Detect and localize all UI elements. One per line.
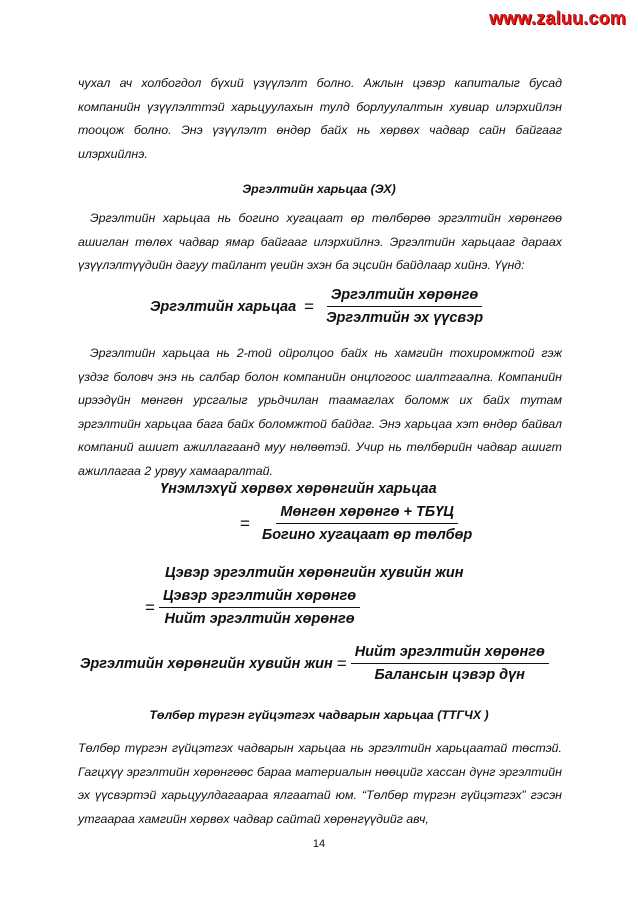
- watermark: www.zaluu.com: [489, 8, 626, 28]
- fraction-numerator: Мөнгөн хөрөнгө + ТБҮЦ: [276, 504, 457, 524]
- fraction-numerator: Цэвэр эргэлтийн хөрөнгө: [159, 588, 360, 608]
- formula-absolute-liquidity: [232, 504, 476, 543]
- fraction-denominator: Богино хугацаат өр төлбөр: [261, 527, 473, 543]
- fraction: [258, 504, 476, 543]
- fraction: [322, 287, 487, 326]
- formula-current-ratio: [150, 287, 487, 326]
- paragraph-current-ratio: Эргэлтийн харьцаа нь богино хугацаат өр төлбөрөө эргэлтийн хөрөнгөө ашиглан төлөх чадвар ямар байгааг илэрхийлнэ. Эргэлтийн харьцааг дараах үзүүлэлтүүдийн дагуу тайлант үеийн эхэн ба эцсийн байдлаар хийнэ. Үүнд:: [78, 211, 562, 272]
- equals-sign: =: [240, 513, 250, 533]
- fraction-denominator: Нийт эргэлтийн хөрөнгө: [164, 611, 355, 627]
- fraction: [159, 588, 360, 627]
- formula-current-assets-share: [80, 644, 549, 683]
- section-heading-quick-ratio: Төлбөр түргэн гүйцэтгэх чадварын харьцаа (ТТГЧХ ): [149, 708, 489, 722]
- formula-title-net-working-share: Цэвэр эргэлтийн хөрөнгийн хувийн жин: [165, 565, 464, 581]
- formula-lhs: Эргэлтийн харьцаа: [150, 298, 297, 315]
- fraction-denominator: Эргэлтийн эх үүсвэр: [326, 310, 484, 326]
- section-heading-current-ratio: Эргэлтийн харьцаа (ЭХ): [242, 182, 396, 196]
- equals-sign: =: [336, 653, 347, 673]
- paragraph-ratio-explanation: Эргэлтийн харьцаа нь 2-той ойролцоо байх нь хамгийн тохиромжтой гэж үздэг боловч энэ нь салбар болон компанийн онцлогоос шалтгаална. Компанийн ирээдүйн мөнгөн урсгалыг урьдчилан таамаглах боломж их байх тутам эргэлтийн харьцаа бага байх боломжтой байдаг. Энэ харьцаа хэт өндөр байвал компаний ашигт ажиллагаанд муу нөлөөтэй. Учир нь төлбөрийн чадвар ашигт ажиллагаа 2 урвуу хамааралтай.: [78, 346, 562, 478]
- equals-sign: =: [145, 597, 155, 617]
- equals-sign: =: [304, 296, 315, 316]
- page-number: 14: [312, 838, 326, 850]
- formula-title-absolute-liquidity: Үнэмлэхүй хөрвөх хөрөнгийн харьцаа: [160, 481, 437, 497]
- fraction-numerator: Эргэлтийн хөрөнгө: [327, 287, 482, 307]
- paragraph-quick-ratio: Төлбөр түргэн гүйцэтгэх чадварын харьцаа нь эргэлтийн харьцаатай төстэй. Гагцхүү эргэлтийн хөрөнгөөс бараа материалын нөөцийг хассан дүнг эргэлтийн эх үүсвэртэй харьцуулдагаараа ялгаатай юм. “Төлбөр түргэн гүйцэтгэх” гэсэн утгаараа хамгийн хөрвөх чадвар сайтай хөрөнгүүдийг авч,: [78, 741, 562, 826]
- paragraph-intro: чухал ач холбогдол бүхий үзүүлэлт болно. Ажлын цэвэр капиталыг бусад компанийн үзүүлэлттэй харьцуулахын тулд борлуулалтын хувиар илэрхийлэн тооцож болно. Энэ үзүүлэлт өндөр байх нь хөрвөх чадвар сайн байгааг илэрхийлнэ.: [78, 76, 562, 161]
- fraction-denominator: Балансын цэвэр дүн: [374, 667, 525, 683]
- formula-net-working-share: [145, 588, 360, 627]
- formula-lhs: Эргэлтийн хөрөнгийн хувийн жин: [80, 655, 333, 672]
- fraction-numerator: Нийт эргэлтийн хөрөнгө: [351, 644, 549, 664]
- fraction: [351, 644, 549, 683]
